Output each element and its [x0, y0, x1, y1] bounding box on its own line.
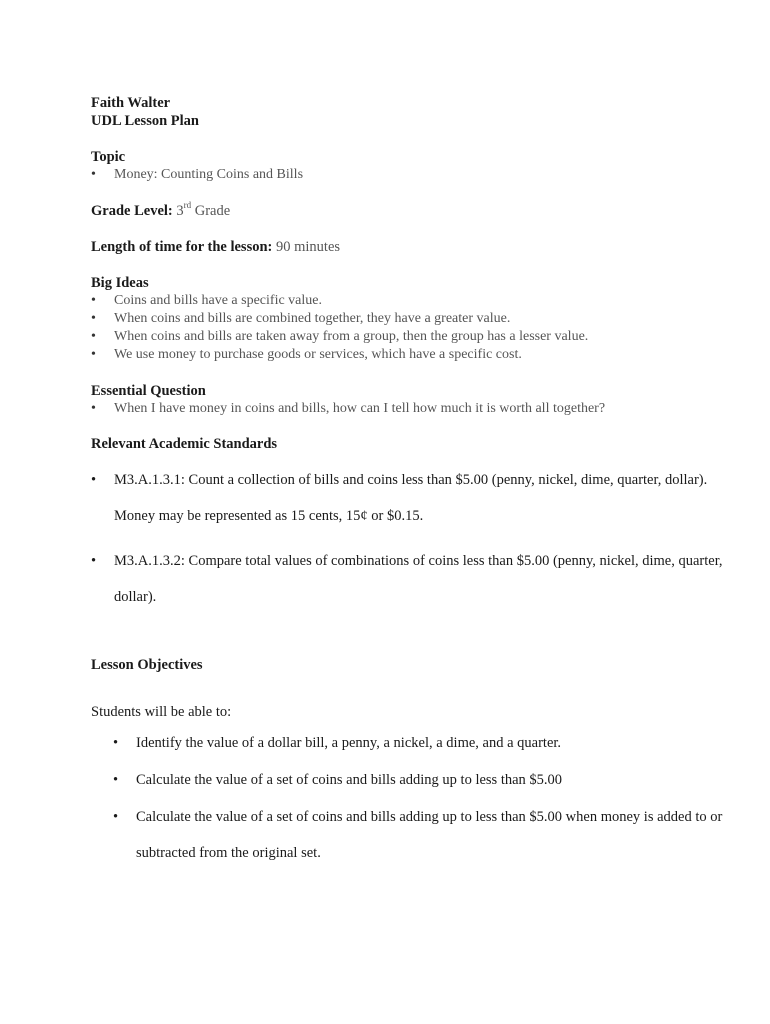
list-item: • When coins and bills are taken away from a group, then the group has a lesser value. — [91, 328, 731, 346]
length-value: 90 minutes — [276, 239, 341, 255]
big-ideas-heading: Big Ideas — [91, 275, 149, 291]
length-label: Length of time for the lesson: — [91, 239, 273, 255]
objectives-intro: Students will be able to: — [91, 704, 232, 720]
document-page — [91, 94, 731, 871]
list-item: • Coins and bills have a specific value. — [91, 292, 731, 310]
length-section — [91, 238, 731, 256]
objectives-heading: Lesson Objectives — [91, 657, 203, 673]
list-item: • When coins and bills are combined together, they have a greater value. — [91, 310, 731, 328]
list-item: • M3.A.1.3.1: Count a collection of bills and coins less than $5.00 (penny, nickel, dime, quarter, dollar). Money may be represented as 15 cents, 15¢ or $0.15. — [91, 462, 731, 534]
grade-suffix: rd — [183, 200, 192, 210]
list-item: • Identify the value of a dollar bill, a penny, a nickel, a dime, and a quarter. — [91, 725, 731, 761]
grade-line — [91, 202, 731, 220]
big-ideas-list — [91, 292, 731, 364]
standards-list — [91, 462, 731, 615]
grade-label: Grade Level: — [91, 203, 173, 219]
standards-heading: Relevant Academic Standards — [91, 436, 278, 452]
essential-question-list — [91, 400, 731, 418]
topic-list — [91, 166, 731, 184]
grade-section — [91, 202, 731, 220]
list-item: • M3.A.1.3.2: Compare total values of combinations of coins less than $5.00 (penny, nickel, dime, quarter, dollar). — [91, 543, 731, 615]
objectives-section — [91, 656, 731, 871]
standards-section — [91, 435, 731, 615]
list-item: • Calculate the value of a set of coins and bills adding up to less than $5.00 when money is added to or subtracted from the original set. — [91, 799, 731, 871]
essential-question-heading: Essential Question — [91, 383, 206, 399]
list-item: • Calculate the value of a set of coins and bills adding up to less than $5.00 — [91, 762, 731, 798]
length-line — [91, 238, 731, 256]
objectives-list — [91, 725, 731, 871]
author-name: Faith Walter — [91, 95, 171, 111]
big-ideas-section — [91, 274, 731, 364]
document-title: UDL Lesson Plan — [91, 113, 199, 129]
grade-number: 3 — [176, 203, 184, 219]
grade-word: Grade — [194, 203, 231, 219]
list-item: • When I have money in coins and bills, how can I tell how much it is worth all together? — [91, 400, 731, 418]
topic-heading: Topic — [91, 149, 126, 165]
list-item: • We use money to purchase goods or services, which have a specific cost. — [91, 346, 731, 364]
list-item: • Money: Counting Coins and Bills — [91, 166, 731, 184]
topic-section — [91, 148, 731, 184]
essential-question-section — [91, 382, 731, 418]
